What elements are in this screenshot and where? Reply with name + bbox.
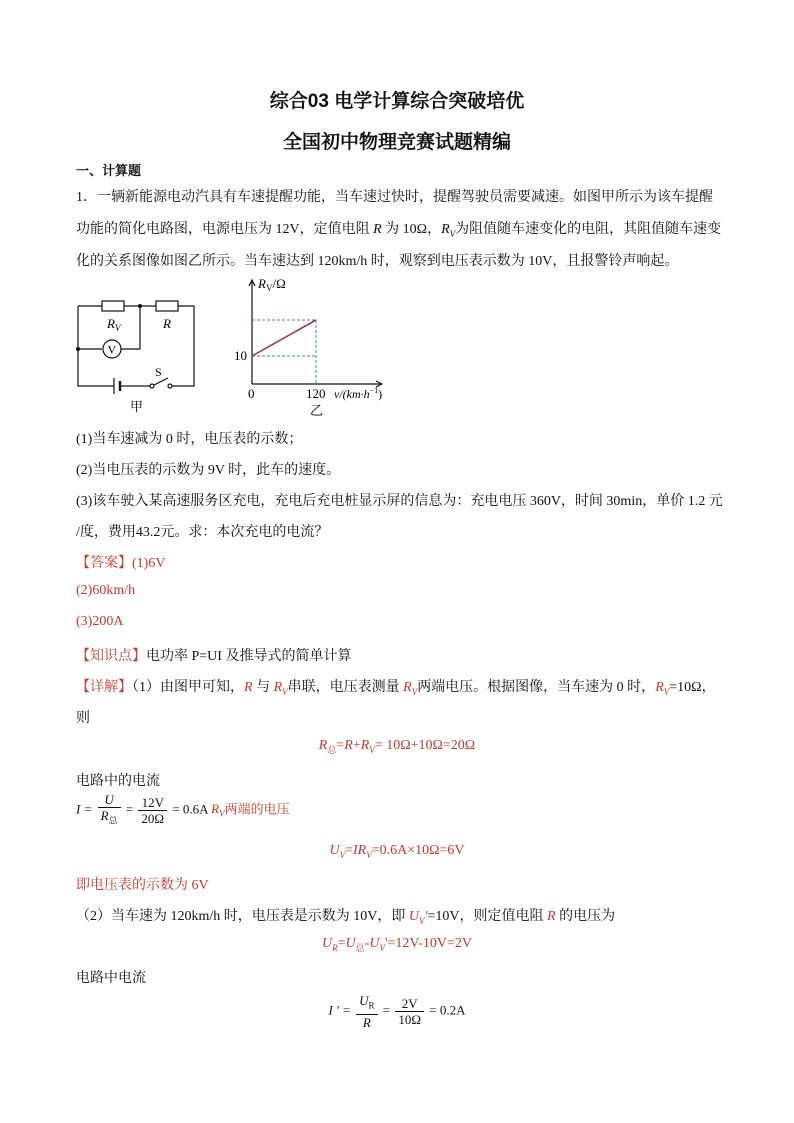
- equation-voltmeter: $U_V=IR_V=0.6A\times 10\Omega=6V$: [329, 843, 465, 860]
- problem-line-3: 化的关系图像如图乙所示。当车速达到 120km/h 时，观察到电压表示数为 10V，且报警铃声响起。: [76, 254, 679, 269]
- detail-line-4: （2）当车速为 120km/h 时，电压表是示数为 10V，即 $U_V'=10V$，则定值电阻 R 的电压为: [76, 909, 616, 926]
- resistance-line: [252, 320, 316, 356]
- circuit-diagram: [70, 296, 210, 416]
- equation-current: I = $\frac{U}{R_总}$ = $\frac{12V}{20\Omega}$ = 0.6A $R_V$两端的电压: [76, 792, 290, 826]
- problem-line-1: 1．一辆新能源电动汽具有车速提醒功能，当车速过快时，提醒驾驶员需要减速。如图甲所示为该车提醒: [76, 190, 713, 205]
- equation-resistor-voltage: $U_R=U_总-U_V'=12V-10V=2V$: [322, 936, 472, 953]
- origin-label: 0: [248, 386, 255, 401]
- answer-2: (2)60km/h: [76, 583, 136, 598]
- answer-block: 【答案】(1)6V: [76, 556, 166, 571]
- detail-line-1: 【详解】（1）由图甲可知，R 与 $R_V$串联，电压表测量 $R_V$两端电压。根据图像，当车速为 0 时，$R_V=10\Omega$，: [76, 680, 716, 697]
- resistance-speed-graph: [230, 272, 410, 418]
- question-3-line-2: /度，费用43.2元。求：本次充电的电流？: [76, 525, 329, 540]
- x-axis-label: $v/(km\cdot h^{-1})$: [334, 386, 383, 401]
- x-tick-120: 120: [306, 386, 326, 401]
- detail-line-2: 则: [76, 711, 90, 726]
- y-tick-10: 10: [234, 348, 247, 363]
- label-r: R: [163, 316, 171, 331]
- page-subtitle: 全国初中物理竞赛试题精编: [282, 132, 511, 153]
- switch-label: S: [155, 365, 162, 379]
- answer-3: (3)200A: [76, 614, 124, 629]
- question-1: (1)当车速减为 0 时，电压表的示数；: [76, 432, 303, 447]
- caption-yi: 乙: [310, 404, 324, 418]
- equation-total-resistance: $R_总=R+R_V= 10\Omega+10\Omega=20\Omega$: [318, 738, 476, 755]
- voltmeter-symbol: V: [107, 342, 117, 357]
- detail-line-3: 即电压表的示数为 6V: [76, 878, 209, 893]
- problem-line-2: 功能的简化电路图，电源电压为 12V，定值电阻 R 为 10Ω，$R_V$为阻值随车速变化的电阻，其阻值随车速变: [76, 222, 722, 239]
- equation-current-2: I ' = $\frac{U_R}{R}$ = $\frac{2V}{10\Omega}$ = 0.2A: [328, 993, 466, 1030]
- caption-jia: 甲: [130, 400, 144, 415]
- knowledge-point: 【知识点】电功率 P=UI 及推导式的简单计算: [76, 649, 352, 664]
- label-rv: $R_V$: [107, 316, 121, 333]
- current-heading: 电路中的电流: [76, 774, 160, 789]
- current-heading-2: 电路中电流: [76, 971, 146, 986]
- question-2: (2)当电压表的示数为 9V 时，此车的速度。: [76, 463, 341, 478]
- page-title: 综合03 电学计算综合突破培优: [269, 91, 525, 112]
- section-heading: 一、计算题: [76, 163, 142, 178]
- y-axis-label: $R_V/\Omega$: [258, 276, 286, 293]
- question-3-line-1: (3)该车驶入某高速服务区充电，充电后充电桩显示屏的信息为：充电电压 360V，时间 30min，单价 1.2 元: [76, 494, 723, 509]
